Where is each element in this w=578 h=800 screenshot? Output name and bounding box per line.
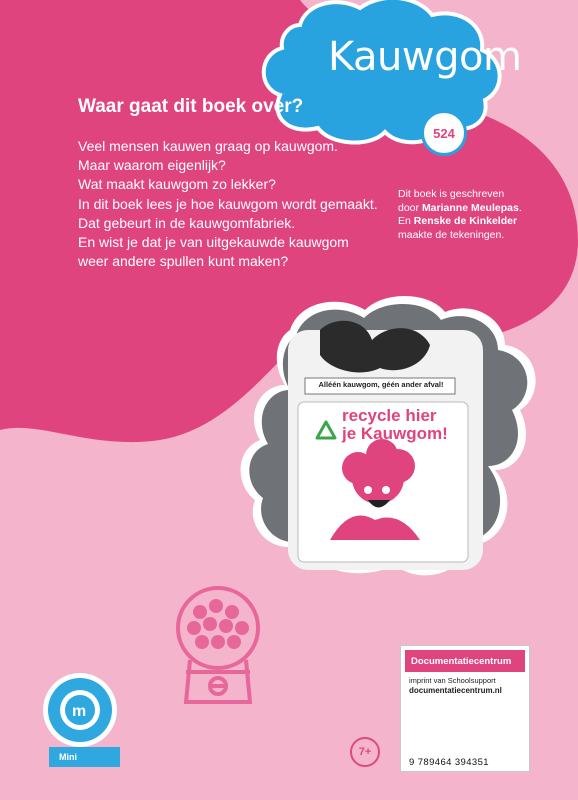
- sign-text: Alléén kauwgom, géén ander afval!: [318, 380, 444, 389]
- credits-prefix: door: [398, 201, 422, 214]
- publisher-name: Documentatiecentrum: [405, 650, 525, 672]
- credits-line: maakte de tekeningen.: [398, 228, 505, 241]
- credits-line: Dit boek is geschreven: [398, 188, 505, 200]
- credits-prefix: En: [398, 215, 414, 227]
- bin-text: [342, 407, 448, 443]
- credits-line: [398, 215, 538, 229]
- series-number-badge: 524: [421, 110, 467, 156]
- credits: [398, 188, 538, 242]
- blurb-line: Wat maakt kauwgom zo lekker?: [78, 176, 276, 193]
- publisher-box: [400, 645, 530, 772]
- blurb-line: weer andere spullen kunt maken?: [78, 253, 289, 270]
- blurb-heading: Waar gaat dit boek over?: [78, 96, 304, 117]
- bin-text-line: recycle hier: [342, 406, 437, 425]
- age-badge: 7+: [350, 737, 380, 767]
- blurb-line: Veel mensen kauwen graag op kauwgom.: [78, 138, 338, 154]
- series-title: Kauwgom: [328, 34, 522, 80]
- series-logo-label: Mini: [49, 747, 120, 767]
- bin-text-line: je Kauwgom!: [342, 424, 448, 443]
- series-logo-icon: [43, 673, 117, 747]
- author-name: Marianne Meulepas: [421, 201, 519, 214]
- isbn-number: 9 789464 394351: [409, 757, 489, 768]
- illustrator-name: Renske de Kinkelder: [413, 215, 518, 227]
- blurb-line: En wist je dat je van uitgekauwde kauwgom: [78, 234, 349, 251]
- gumballs: [187, 599, 249, 649]
- blurb-line: Dat gebeurt in de kauwgomfabriek.: [78, 214, 296, 231]
- blurb-line: In dit boek lees je hoe kauwgom wordt gemaakt.: [78, 195, 378, 212]
- publisher-website: documentatiecentrum.nl: [409, 686, 502, 695]
- credits-line: [398, 202, 538, 216]
- blurb-text: [78, 137, 378, 271]
- svg-text:m: m: [72, 703, 87, 720]
- credits-suffix: .: [518, 201, 522, 214]
- publisher-imprint: imprint van Schoolsupport: [409, 676, 496, 685]
- blurb-line: Maar waarom eigenlijk?: [78, 157, 226, 174]
